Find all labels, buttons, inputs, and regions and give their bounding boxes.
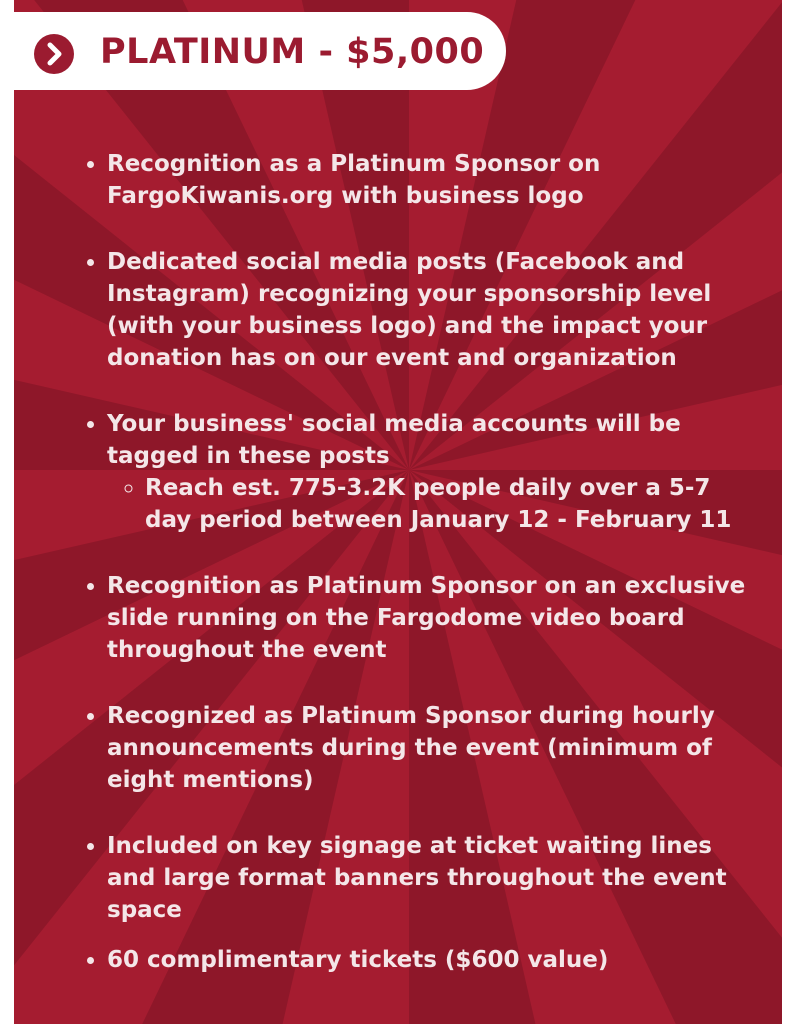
benefit-text: Recognition as Platinum Sponsor on an exclusive slide running on the Fargodome video board throughout the event xyxy=(107,573,746,663)
benefit-sub-list xyxy=(107,472,747,536)
benefit-text: Dedicated social media posts (Facebook and Instagram) recognizing your sponsorship level (with your business logo) and the impact your donation has on our event and organization xyxy=(107,249,712,371)
benefits-list xyxy=(82,148,747,976)
benefit-text: Your business' social media accounts will be tagged in these posts xyxy=(107,411,681,469)
benefit-sub-item xyxy=(145,472,747,536)
benefit-item xyxy=(107,246,747,374)
sponsorship-panel xyxy=(14,0,782,1024)
benefit-item xyxy=(107,700,747,796)
benefit-item xyxy=(107,944,747,976)
benefit-text: Included on key signage at ticket waiting lines and large format banners throughout the event space xyxy=(107,833,727,923)
tier-header-tab xyxy=(14,12,506,90)
benefit-sub-text: Reach est. 775-3.2K people daily over a 5-7 day period between January 12 - February 11 xyxy=(145,475,732,533)
benefit-item xyxy=(107,570,747,666)
benefit-item xyxy=(107,148,747,212)
tier-title: PLATINUM - $5,000 xyxy=(100,32,485,72)
benefit-item xyxy=(107,408,747,536)
benefit-item xyxy=(107,830,747,926)
benefit-text: 60 complimentary tickets ($600 value) xyxy=(107,947,609,973)
chevron-right-icon xyxy=(34,34,74,74)
benefit-text: Recognition as a Platinum Sponsor on FargoKiwanis.org with business logo xyxy=(107,151,601,209)
benefit-text: Recognized as Platinum Sponsor during hourly announcements during the event (minimum of eight mentions) xyxy=(107,703,715,793)
